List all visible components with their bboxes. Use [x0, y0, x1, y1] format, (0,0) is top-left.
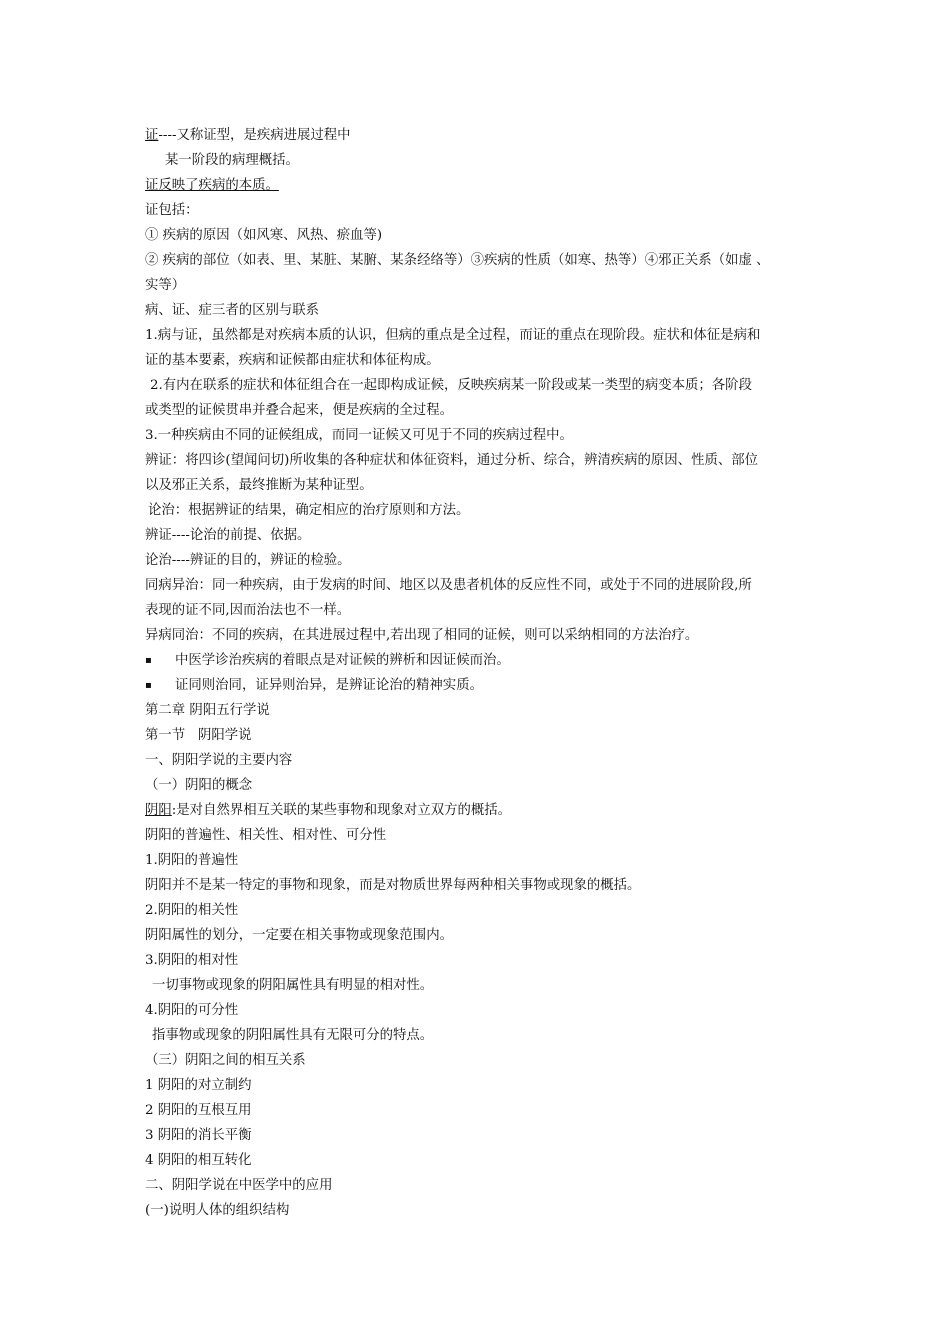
text-line: 论治：根据辨证的结果，确定相应的治疗原则和方法。: [148, 503, 470, 518]
text-line: 阴阳并不是某一特定的事物和现象，而是对物质世界每两种相关事物或现象的概括。: [145, 878, 641, 893]
text-line: 异病同治：不同的疾病，在其进展过程中,若出现了相同的证候，则可以采纳相同的方法治疗。: [145, 628, 699, 643]
underlined-text: 证反映了疾病的本质。: [145, 178, 279, 193]
section-heading: 第一节 阴阳学说: [145, 728, 252, 743]
text-line: 论治----辨证的目的，辨证的检验。: [145, 553, 351, 568]
text-line: 某一阶段的病理概括。: [165, 153, 299, 168]
paragraph-zheng-definition: [145, 127, 825, 145]
term-zheng: 证: [145, 128, 159, 143]
bullet-item: 中医学诊治疾病的着眼点是对证候的辨析和因证候而治。: [175, 653, 510, 668]
text-line: 2.有内在联系的症状和体征组合在一起即构成证候，反映疾病某一阶段或某一类型的病变本质；各阶段: [150, 378, 752, 393]
text-line: 同病异治：同一种疾病，由于发病的时间、地区以及患者机体的反应性不同，或处于不同的进展阶段,所: [145, 578, 752, 593]
term-yinyang: 阴阳: [145, 803, 172, 818]
subsection-heading: 二、阴阳学说在中医学中的应用: [145, 1178, 333, 1193]
text-line: 3.一种疾病由不同的证候组成，而同一证候又可见于不同的疾病过程中。: [145, 428, 573, 443]
chapter-heading: 第二章 阴阳五行学说: [145, 703, 270, 718]
text-line: 实等）: [145, 278, 186, 293]
text-line: 证的基本要素，疾病和证候都由症状和体征构成。: [145, 353, 440, 368]
text-line: ① 疾病的原因（如风寒、风热、瘀血等): [145, 228, 383, 243]
text-line: 4.阴阳的可分性: [145, 1003, 239, 1018]
text-line: 辨证----论治的前提、依据。: [145, 528, 311, 543]
text-line: ② 疾病的部位（如表、里、某脏、某腑、某条经络等）③疾病的性质（如寒、热等）④邪正关系（如虚 、: [145, 253, 770, 268]
bullet-icon: ▪: [145, 655, 152, 666]
text-yinyang-definition: :是对自然界相互关联的某些事物和现象对立双方的概括。: [171, 803, 512, 818]
text-line: 证包括：: [145, 203, 199, 218]
text-line: 4 阴阳的相互转化: [145, 1153, 252, 1168]
text-line: 以及邪正关系，最终推断为某种证型。: [145, 478, 373, 493]
text-line: 表现的证不同,因而治法也不一样。: [145, 603, 351, 618]
bullet-item: 证同则治同，证异则治异，是辨证论治的精神实质。: [175, 678, 483, 693]
text-line: 阴阳的普遍性、相关性、相对性、可分性: [145, 828, 387, 843]
bullet-icon: ▪: [145, 680, 152, 691]
text-line: 一切事物或现象的阴阳属性具有明显的相对性。: [152, 978, 434, 993]
text-line: 辨证：将四诊(望闻问切)所收集的各种症状和体征资料，通过分析、综合，辨清疾病的原因、性质、部位: [145, 453, 759, 468]
text-line: 3 阴阳的消长平衡: [145, 1128, 252, 1143]
subsection-heading: 一、阴阳学说的主要内容: [145, 753, 293, 768]
text-line-underlined: [145, 177, 825, 195]
text-line: 1.阴阳的普遍性: [145, 853, 239, 868]
text-line: 2 阴阳的互根互用: [145, 1103, 252, 1118]
text-line: 或类型的证候贯串并叠合起来，便是疾病的全过程。: [145, 403, 453, 418]
subsection-heading: （三）阴阳之间的相互关系: [145, 1053, 306, 1068]
text-line: 阴阳属性的划分，一定要在相关事物或现象范围内。: [145, 928, 453, 943]
text-zheng-definition: ----又称证型，是疾病进展过程中: [158, 128, 351, 143]
text-line: 1 阴阳的对立制约: [145, 1078, 252, 1093]
text-line: 1.病与证，虽然都是对疾病本质的认识，但病的重点是全过程，而证的重点在现阶段。症状和体征是病和: [145, 328, 761, 343]
subsection-heading: （一）阴阳的概念: [145, 778, 253, 793]
subsection-heading: (一)说明人体的组织结构: [145, 1203, 290, 1218]
text-line: 3.阴阳的相对性: [145, 953, 239, 968]
text-line: 指事物或现象的阴阳属性具有无限可分的特点。: [152, 1028, 434, 1043]
heading-line: 病、证、症三者的区别与联系: [145, 303, 320, 318]
text-line: 2.阴阳的相关性: [145, 903, 239, 918]
paragraph-yinyang-definition: [145, 802, 825, 820]
